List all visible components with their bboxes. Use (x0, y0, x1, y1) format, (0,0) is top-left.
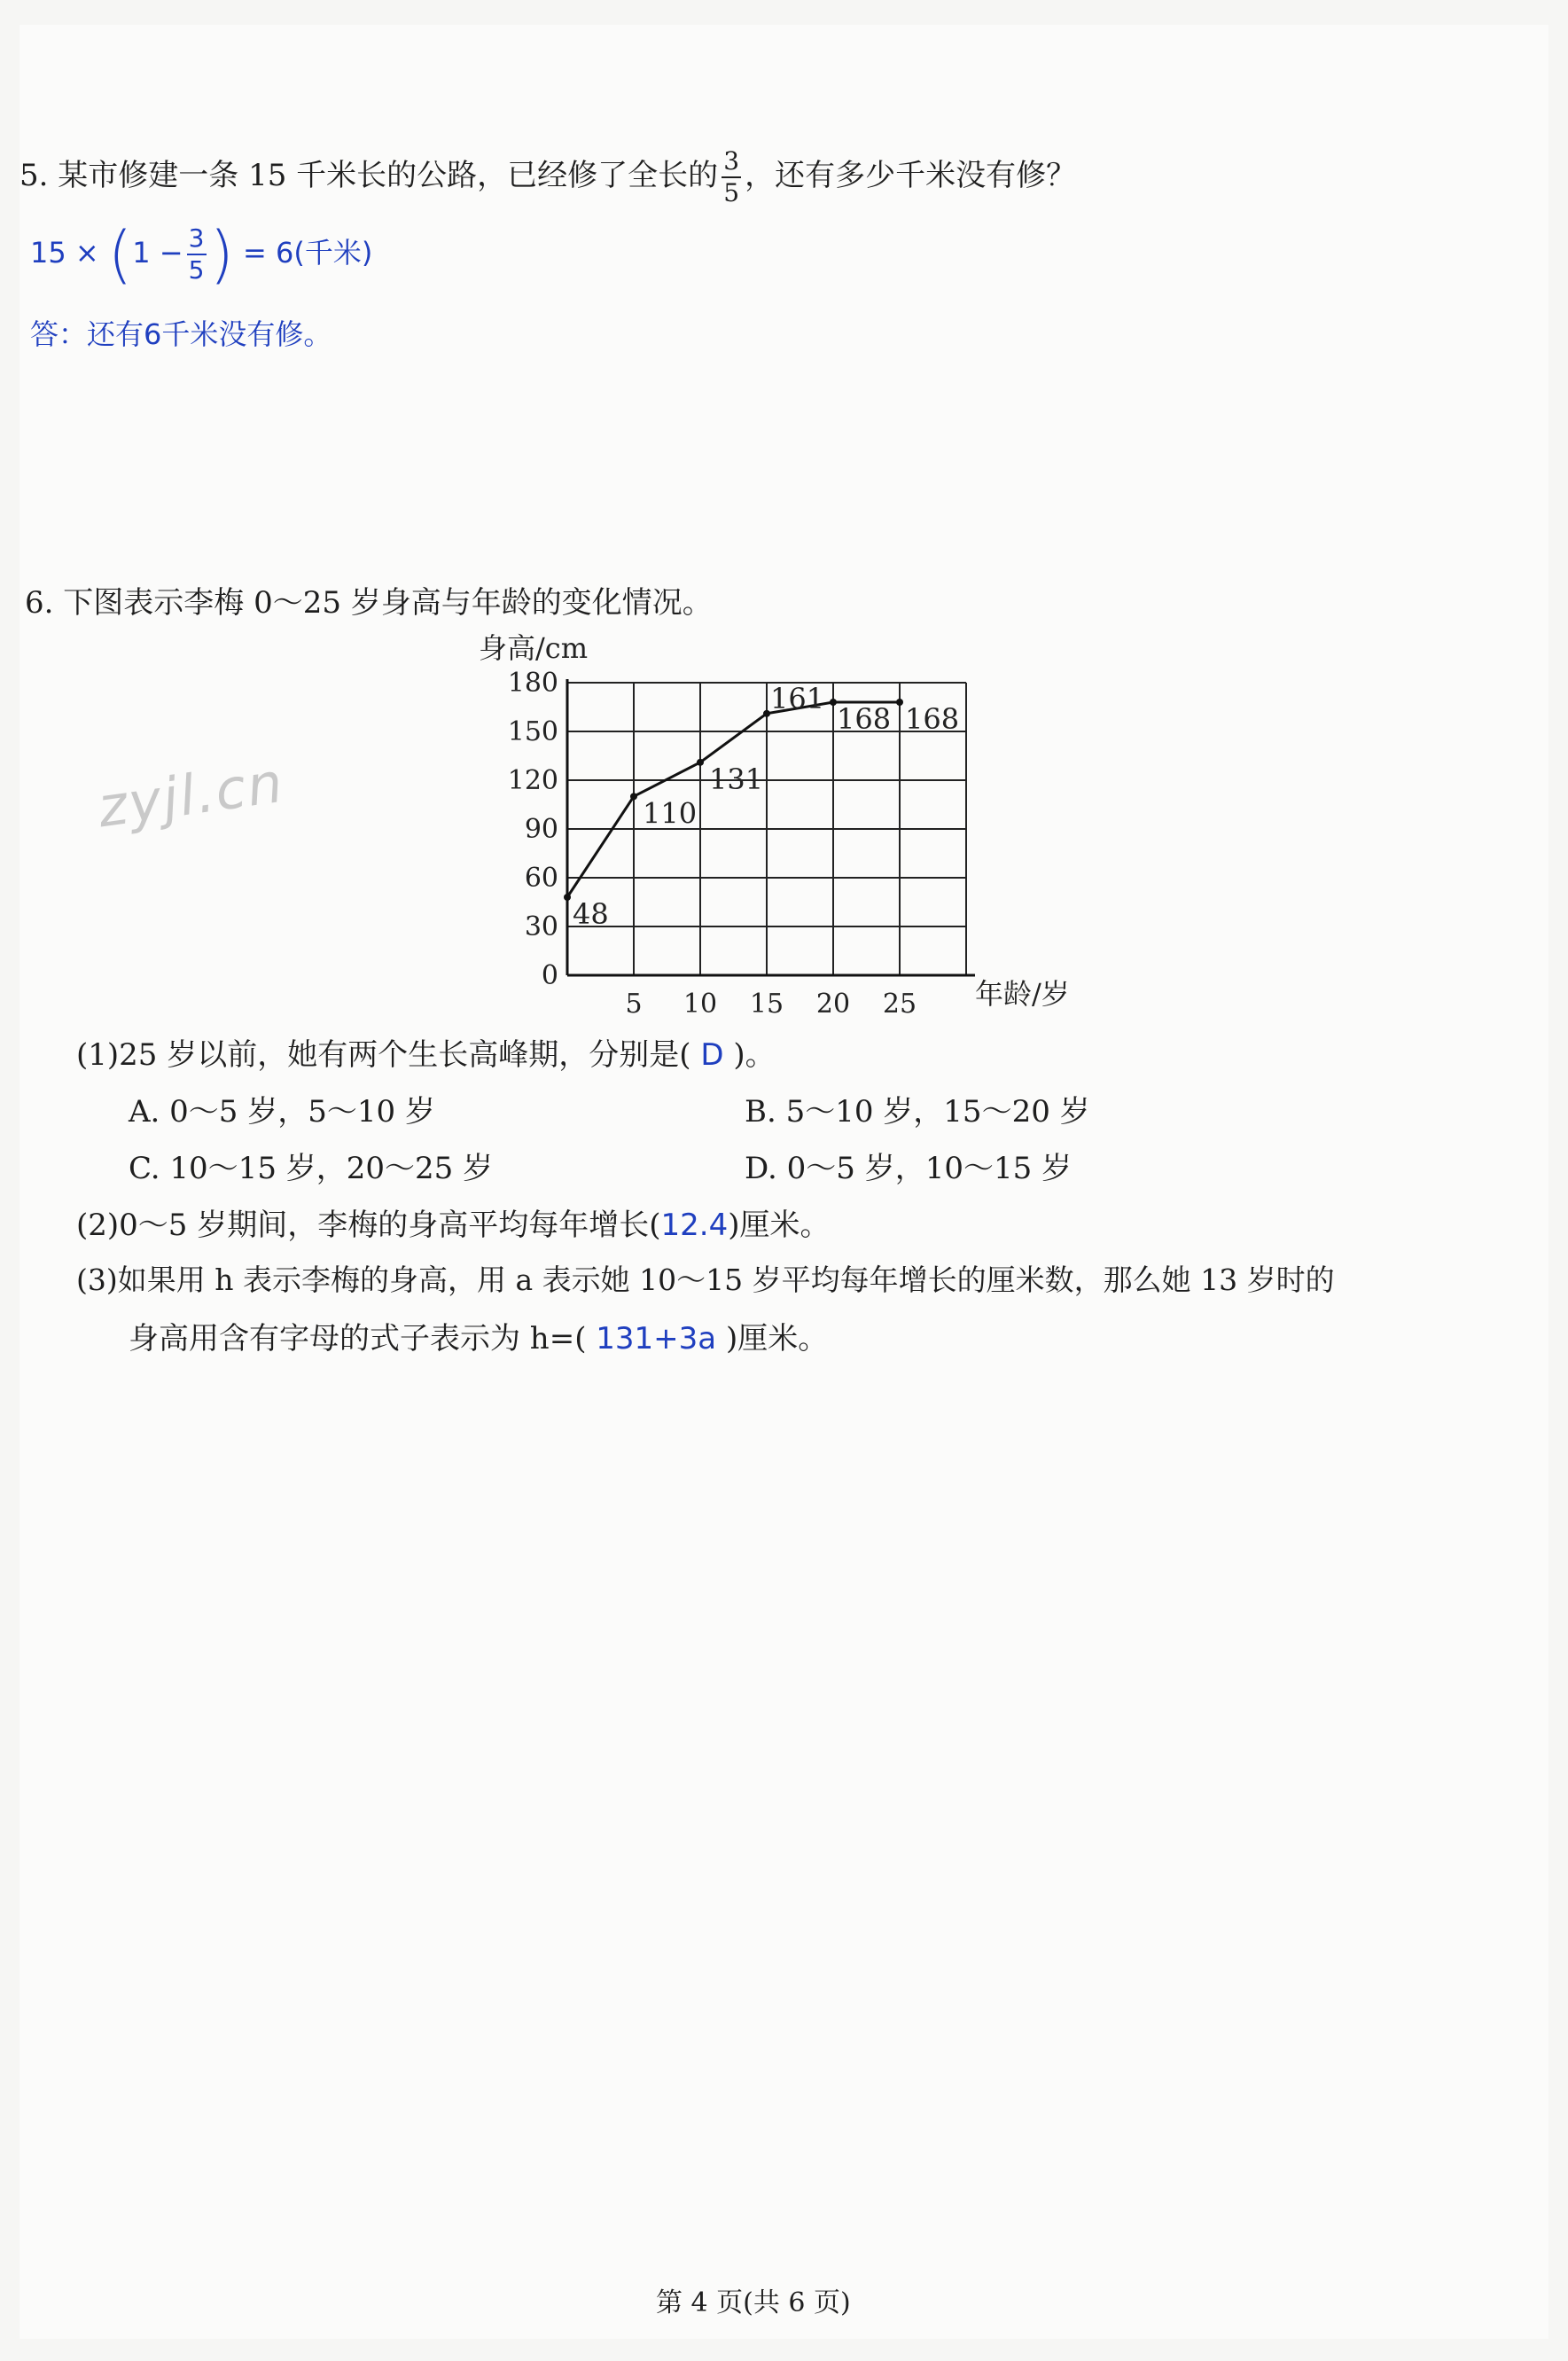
q6-option-c: C. 10～15 岁，20～25 岁 (129, 1151, 494, 1186)
q5-calc-suffix: = 6(千米) (243, 236, 373, 270)
data-point (896, 699, 903, 706)
x-tick-label: 10 (683, 989, 718, 1020)
q5-line (20, 146, 1077, 207)
data-label: 161 (770, 681, 825, 715)
y-tick-label: 0 (541, 960, 558, 991)
q6-sub2-text-after: )厘米。 (728, 1208, 831, 1243)
data-point (564, 894, 571, 901)
y-tick-label: 120 (507, 765, 558, 796)
q6-sub3-line1: (3)如果用 h 表示李梅的身高，用 a 表示她 10～15 岁平均每年增长的厘米数，那么她 13 岁时的 (76, 1263, 1335, 1297)
q5-text-before: 某市修建一条 15 千米长的公路，已经修了全长的 (58, 158, 719, 193)
data-point (697, 759, 704, 766)
page-footer: 第 4 页(共 6 页) (656, 2287, 851, 2318)
y-tick-label: 150 (507, 716, 558, 747)
data-point (830, 699, 837, 706)
height-age-chart (443, 621, 1135, 1020)
data-label: 48 (573, 897, 609, 931)
q6-sub3-answer: 131+3a (596, 1321, 717, 1356)
data-label: 131 (709, 762, 764, 796)
q6-sub3-text-before: 身高用含有字母的式子表示为 h=( (129, 1321, 587, 1356)
data-label: 110 (643, 796, 698, 831)
q6-sub3-line2 (129, 1314, 828, 1357)
x-tick-label: 15 (749, 989, 784, 1020)
q6-option-d: D. 0～5 岁，10～15 岁 (745, 1151, 1073, 1186)
q6-sub1-answer: D (700, 1037, 724, 1073)
q6-sub3-text-after: )厘米。 (725, 1321, 829, 1356)
q5-answer-calc: 15 × (1 − $\frac{3}{5}$ ) = 6(千米) (30, 218, 373, 291)
q5-calc-frac-den: 5 (188, 255, 205, 285)
x-tick-label: 5 (625, 989, 643, 1020)
y-tick-label: 30 (524, 911, 558, 942)
q6-sub2-text-before: (2)0～5 岁期间，李梅的身高平均每年增长( (76, 1208, 661, 1243)
q6-sub1-text-before: (1)25 岁以前，她有两个生长高峰期，分别是( (76, 1037, 691, 1073)
q6-sub2 (76, 1200, 830, 1244)
q6-sub1-text-after: )。 (733, 1037, 776, 1073)
y-tick-label: 90 (524, 814, 558, 845)
q5-frac-den: 5 (723, 178, 740, 207)
x-tick-label: 20 (815, 989, 851, 1020)
y-axis-label: 身高/cm (479, 631, 589, 665)
x-tick-label: 25 (882, 989, 917, 1020)
q6-sub1 (76, 1030, 776, 1074)
q5-text-after: ，还有多少千米没有修？ (745, 158, 1077, 193)
data-label: 168 (837, 702, 892, 736)
q6-sub2-answer: 12.4 (660, 1208, 729, 1243)
y-tick-label: 180 (507, 668, 558, 699)
q5-number: 5. (20, 158, 49, 193)
q5-calc-inner: 1 − (132, 236, 183, 270)
q6-option-a: A. 0～5 岁，5～10 岁 (129, 1094, 435, 1130)
data-label: 168 (905, 702, 960, 736)
q5-calc-fraction (187, 223, 207, 285)
q5-calc-frac-num: 3 (188, 223, 205, 253)
q5-calc-prefix: 15 × (30, 236, 99, 270)
data-point (630, 793, 637, 800)
q5-fraction (722, 146, 741, 207)
q6-number: 6. (25, 585, 54, 621)
q6-text: 下图表示李梅 0～25 岁身高与年龄的变化情况。 (63, 585, 713, 621)
x-axis-label: 年龄/岁 (975, 977, 1070, 1011)
q5-answer-text: 答：还有6千米没有修。 (30, 317, 332, 351)
q5-frac-num: 3 (723, 146, 740, 176)
q6-option-b: B. 5～10 岁，15～20 岁 (745, 1094, 1090, 1130)
y-tick-label: 60 (524, 863, 558, 894)
q6-line (25, 578, 713, 622)
watermark: zyjl.cn (93, 749, 288, 840)
data-point (763, 710, 770, 717)
